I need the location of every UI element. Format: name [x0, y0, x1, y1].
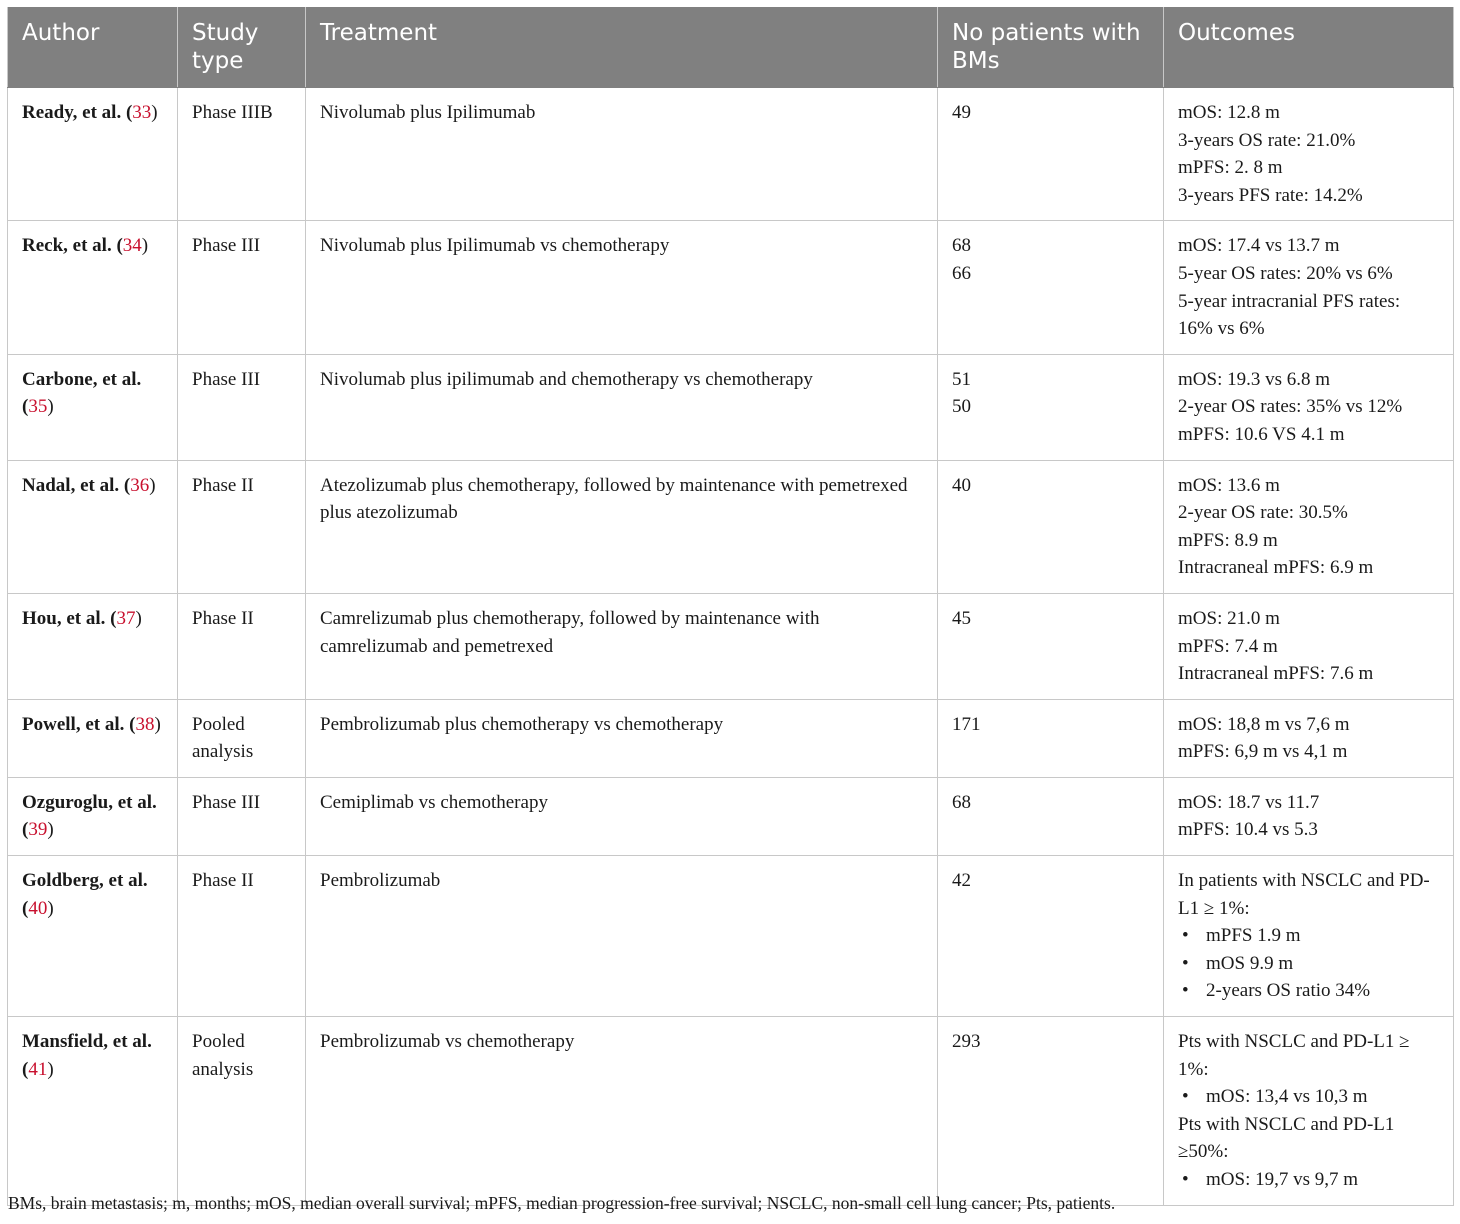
- outcome-line: Pts with NSCLC and PD-L1 ≥50%:: [1178, 1113, 1395, 1163]
- patient-count: 293: [952, 1031, 981, 1053]
- table-row: [8, 856, 1454, 1017]
- outcomes-cell: [1164, 777, 1454, 855]
- table-row: [8, 354, 1454, 460]
- patient-count: 68: [952, 791, 971, 813]
- author-name: Goldberg, et al.: [22, 870, 148, 892]
- study-type-cell: Phase IIIB: [178, 88, 306, 221]
- reference-close-paren: ): [135, 607, 142, 629]
- study-type-cell: Phase III: [178, 354, 306, 460]
- outcomes-cell: [1164, 699, 1454, 777]
- study-type-cell: Phase II: [178, 460, 306, 593]
- author-cell: Nadal, et al. (36): [8, 460, 178, 593]
- reference-close-paren: ): [141, 235, 149, 257]
- patient-count: 68: [952, 235, 971, 257]
- outcome-line: mPFS: 6,9 m vs 4,1 m: [1178, 741, 1348, 763]
- reference-link[interactable]: 34: [122, 235, 142, 257]
- patient-count: 49: [952, 102, 971, 123]
- study-type-cell: Phase II: [178, 593, 306, 699]
- outcome-line: mPFS: 10.6 VS 4.1 m: [1178, 423, 1345, 445]
- treatment-cell: Nivolumab plus ipilimumab and chemotherapy vs chemotherapy: [306, 354, 938, 460]
- patient-count: 51: [952, 368, 971, 390]
- treatment-cell: Nivolumab plus Ipilimumab vs chemotherapy: [306, 221, 938, 354]
- header-no-patients: No patients with BMs: [938, 7, 1164, 88]
- reference-link[interactable]: 38: [135, 713, 155, 735]
- outcome-line: mOS: 17.4 vs 13.7 m: [1178, 235, 1340, 257]
- patients-cell: [938, 460, 1164, 593]
- patient-count: 42: [952, 870, 971, 892]
- reference-link[interactable]: 39: [28, 819, 48, 841]
- table-row: [8, 88, 1454, 221]
- author-cell: Hou, et al. (37): [8, 593, 178, 699]
- outcome-bullet-item: • mOS 9.9 m: [1178, 950, 1439, 978]
- reference-link[interactable]: 41: [28, 1058, 48, 1080]
- outcome-line: In patients with NSCLC and PD-L1 ≥ 1%:: [1178, 870, 1430, 919]
- patients-cell: [938, 88, 1164, 221]
- reference-link[interactable]: 35: [28, 396, 48, 418]
- outcome-line: mPFS: 2. 8 m: [1178, 157, 1283, 179]
- outcome-line: mOS: 21.0 m: [1178, 607, 1280, 629]
- reference-close-paren: ): [154, 713, 161, 735]
- outcomes-cell: [1164, 593, 1454, 699]
- outcome-line: mPFS: 8.9 m: [1178, 529, 1278, 551]
- study-table: [7, 7, 1454, 1206]
- author-cell: Ozguroglu, et al. (39): [8, 777, 178, 855]
- author-cell: Mansfield, et al. (41): [8, 1017, 178, 1206]
- outcomes-cell: [1164, 221, 1454, 354]
- outcome-line: 5-year OS rates: 20% vs 6%: [1178, 262, 1393, 284]
- reference-close-paren: ): [151, 102, 158, 123]
- reference-link[interactable]: 40: [28, 897, 48, 919]
- author-name: Powell, et al.: [22, 713, 125, 735]
- treatment-cell: Pembrolizumab vs chemotherapy: [306, 1017, 938, 1206]
- outcome-line: 3-years OS rate: 21.0%: [1178, 129, 1356, 151]
- treatment-cell: Pembrolizumab: [306, 856, 938, 1017]
- patient-count: 40: [952, 474, 971, 496]
- outcome-bullet-item: • mPFS 1.9 m: [1178, 922, 1439, 950]
- patients-cell: [938, 699, 1164, 777]
- patients-cell: [938, 777, 1164, 855]
- reference-link[interactable]: 36: [130, 474, 150, 496]
- patients-cell: [938, 1017, 1164, 1206]
- patient-count: 171: [952, 713, 981, 735]
- author-cell: Ready, et al. (33): [8, 88, 178, 221]
- author-name: Mansfield, et al.: [22, 1031, 152, 1053]
- outcomes-cell: [1164, 88, 1454, 221]
- outcome-line: mOS: 18,8 m vs 7,6 m: [1178, 713, 1350, 735]
- outcome-line: mOS: 13.6 m: [1178, 474, 1280, 496]
- outcomes-cell: [1164, 354, 1454, 460]
- reference-close-paren: ): [47, 897, 54, 919]
- table-row: [8, 460, 1454, 593]
- outcome-line: mPFS: 10.4 vs 5.3: [1178, 819, 1318, 841]
- outcome-line: mOS: 19.3 vs 6.8 m: [1178, 368, 1331, 390]
- reference-close-paren: ): [47, 819, 54, 841]
- patients-cell: [938, 856, 1164, 1017]
- author-name: Carbone, et al.: [22, 368, 142, 390]
- table-header-row: [8, 7, 1454, 88]
- table-footnote: BMs, brain metastasis; m, months; mOS, median overall survival; mPFS, median progression-free survival; NSCLC, non-small cell lung cancer; Pts, patients.: [8, 1193, 1116, 1213]
- reference-close-paren: ): [149, 474, 156, 496]
- outcome-bullet-item: • 2-years OS ratio 34%: [1178, 977, 1439, 1005]
- table-row: [8, 1017, 1454, 1206]
- treatment-cell: Nivolumab plus Ipilimumab: [306, 88, 938, 221]
- outcome-line: mPFS: 7.4 m: [1178, 635, 1278, 657]
- author-name: Ready, et al.: [22, 102, 122, 123]
- study-table-container: [7, 7, 1453, 1206]
- patient-count: 50: [952, 396, 971, 418]
- author-name: Nadal, et al.: [22, 474, 120, 496]
- header-treatment: Treatment: [306, 7, 938, 88]
- author-cell: Powell, et al. (38): [8, 699, 178, 777]
- outcome-line: mOS: 12.8 m: [1178, 102, 1280, 123]
- table-row: [8, 593, 1454, 699]
- outcomes-cell: [1164, 460, 1454, 593]
- study-type-cell: Phase III: [178, 777, 306, 855]
- author-name: Hou, et al.: [22, 607, 106, 629]
- patient-count: 66: [952, 262, 971, 284]
- author-cell: Carbone, et al. (35): [8, 354, 178, 460]
- outcome-bullet-item: • mOS: 19,7 vs 9,7 m: [1178, 1166, 1439, 1194]
- outcome-bullet-item: • mOS: 13,4 vs 10,3 m: [1178, 1083, 1439, 1111]
- study-type-cell: Pooled analysis: [178, 1017, 306, 1206]
- outcome-line: Intracraneal mPFS: 7.6 m: [1178, 663, 1374, 685]
- outcomes-cell: [1164, 856, 1454, 1017]
- treatment-cell: Atezolizumab plus chemotherapy, followed by maintenance with pemetrexed plus atezolizumab: [306, 460, 938, 593]
- table-body: [8, 88, 1454, 1206]
- patients-cell: [938, 354, 1164, 460]
- outcome-line: 5-year intracranial PFS rates: 16% vs 6%: [1178, 290, 1401, 340]
- table-row: [8, 699, 1454, 777]
- reference-close-paren: ): [47, 396, 54, 418]
- reference-close-paren: ): [47, 1058, 54, 1080]
- patients-cell: [938, 593, 1164, 699]
- outcome-line: 2-year OS rate: 30.5%: [1178, 502, 1348, 524]
- outcome-line: Pts with NSCLC and PD-L1 ≥ 1%:: [1178, 1031, 1410, 1080]
- study-type-cell: Pooled analysis: [178, 699, 306, 777]
- author-name: Ozguroglu, et al.: [22, 791, 157, 813]
- reference-link[interactable]: 33: [132, 102, 152, 123]
- outcome-line: 3-years PFS rate: 14.2%: [1178, 184, 1363, 206]
- header-study-type: Study type: [178, 7, 306, 88]
- author-cell: Reck, et al. (34): [8, 221, 178, 354]
- outcome-line: 2-year OS rates: 35% vs 12%: [1178, 396, 1403, 418]
- outcome-line: Intracraneal mPFS: 6.9 m: [1178, 557, 1374, 579]
- outcome-line: mOS: 18.7 vs 11.7: [1178, 791, 1320, 813]
- table-row: [8, 221, 1454, 354]
- header-author: Author: [8, 7, 178, 88]
- patients-cell: [938, 221, 1164, 354]
- header-outcomes: Outcomes: [1164, 7, 1454, 88]
- reference-link[interactable]: 37: [116, 607, 136, 629]
- author-name: Reck, et al.: [22, 235, 112, 257]
- treatment-cell: Camrelizumab plus chemotherapy, followed by maintenance with camrelizumab and pemetrexed: [306, 593, 938, 699]
- study-type-cell: Phase III: [178, 221, 306, 354]
- treatment-cell: Pembrolizumab plus chemotherapy vs chemotherapy: [306, 699, 938, 777]
- table-row: [8, 777, 1454, 855]
- patient-count: 45: [952, 607, 971, 629]
- outcomes-cell: [1164, 1017, 1454, 1206]
- treatment-cell: Cemiplimab vs chemotherapy: [306, 777, 938, 855]
- study-type-cell: Phase II: [178, 856, 306, 1017]
- author-cell: Goldberg, et al. (40): [8, 856, 178, 1017]
